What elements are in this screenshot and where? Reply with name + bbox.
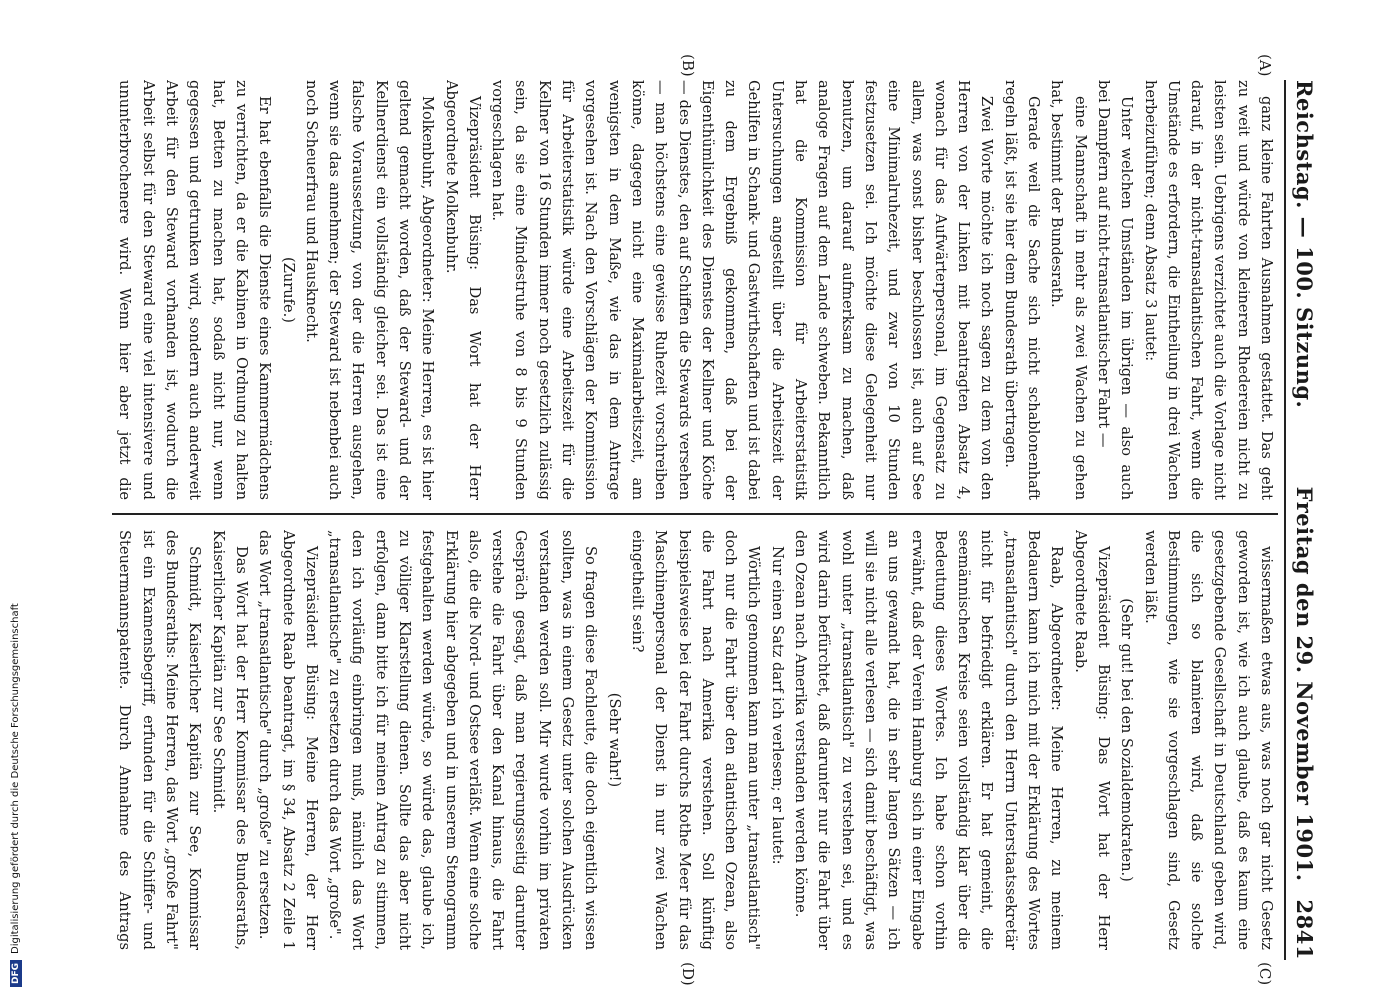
dfg-logo: DFG: [10, 960, 22, 987]
left-column: [112, 80, 1278, 500]
interjection: (Zurufe.): [279, 257, 297, 323]
margin-marker-a: (A): [1256, 54, 1274, 77]
paragraph: Schmidt, Kaiserlicher Kapitän zur See, Kommissar des Bundesraths: Meine Herren, das Wort „große Fahrt" ist ein Examensbegriff, erfunden für die Schiffer- und Steuermannspatente. Durch Annahme des Antrags: [116, 530, 204, 950]
page-header: [1288, 80, 1322, 960]
funding-footer: [6, 20, 21, 984]
paragraph: Das Wort hat der Herr Kommissar des Bundesraths, Kaiserlicher Kapitän zur See Schmidt.: [209, 530, 250, 950]
paragraph: Gerade weil die Sache sich nicht schablonenhaft regeln läßt, ist sie hier dem Bundesrath übertragen.: [1001, 80, 1043, 500]
scanned-page: [92, 40, 1322, 990]
header-title: Reichstag. — 100. Sitzung.: [1292, 80, 1318, 409]
funding-notice: [9, 27, 23, 987]
margin-marker-c: (C): [1256, 962, 1274, 986]
paragraph: wissermaßen etwas aus, was noch gar nicht Gesetz geworden ist, wie ich auch glaube, daß es kaum eine gesetzgebende Gesellschaft in Deutschland geben wird, die sich so blamieren wird, daß sie solche Bestimmungen, wie sie vorgeschlagen sind, Gesetz werden läßt.: [1141, 530, 1275, 950]
paragraph: Er hat ebenfalls die Dienste eines Kammermädchens zu verrichten, da er die Kabinen in Ordnung zu halten hat, Betten zu machen hat, sodaß nicht nur, wenn gegessen und getrunken wird, sondern auch anderweit Arbeit für den Steward vorhanden ist, wodurch die Arbeit selbst für den Steward eine viel intensivere und ununterbrochenere wird. Wenn hier aber jetzt die: [116, 80, 274, 500]
funding-text: Digitalisierung gefördert durch die Deutsche Forschungsgemeinschaft: [10, 603, 21, 954]
paragraph: eine Mannschaft in mehr als zwei Wachen zu gehen hat, bestimmt der Bundesrath.: [1048, 80, 1089, 500]
interjection: (Sehr wahr!): [605, 692, 623, 788]
paragraph: Zwei Worte möchte ich noch sagen zu dem von den Herren von der Linken mit beantragten Absatz 4, wonach für das Aufwärterpersonal, im Gegensatz zu allem, was sonst bisher beschlossen ist, auch auf See eine Minimalruhezeit, und zwar von 10 Stunden festzusetzen sei. Ich möchte diese Gelegenheit nur benutzen, um darauf aufmerksam zu machen, daß analoge Fragen auf dem Lande schweben. Bekanntlich hat die Kommission für Arbeiterstatistik Untersuchungen angestellt über die Arbeitszeit der Gehilfen in Schank- und Gastwirthschaften und ist dabei zu dem Ergebniß gekommen, daß bei der Eigenthümlichkeit des Dienstes der Kellner und Köche — des Dienstes, den auf Schiffen die Stewards versehen — man höchstens eine gewisse Ruhezeit vorschreiben könne, dagegen nicht eine Maximalarbeitszeit, am wenigsten in dem Maße, wie das in dem Antrage vorgesehen ist. Nach den Vorschlägen der Kommission für Arbeiterstatistik würde eine Arbeitszeit für die Kellner von 16 Stunden immer noch gesetzlich zulässig sein, da sie eine Mindestruhe von 8 bis 9 Stunden vorgeschlagen hat.: [489, 80, 996, 500]
rotated-content: [92, 40, 1322, 990]
interjection: (Sehr gut! bei den Sozialdemokraten.): [1118, 598, 1136, 882]
header-date: Freitag den 29. November 1901.: [1292, 486, 1318, 882]
paragraph: Raab, Abgeordneter: Meine Herren, zu meinem Bedauern kann ich mich mit der Erklärung des Wortes „transatlantisch" durch den Herrn Unterstaatssekretär nicht für befriedigt erklären. Er hat gemeint, die seemännischen Kreise seien vollständig klar über die Bedeutung dieses Wortes. Ich habe schon vorhin erwähnt, daß der Verein Hamburg sich in einer Eingabe an uns gewandt hat, die in sehr langen Sätzen — ich will sie nicht alle verlesen — sich damit beschäftigt, was wohl unter „transatlantisch" zu verstehen sei, und es wird darin befürchtet, daß darunter nur die Fahrt über den Ozean nach Amerika verstanden werden könne.: [792, 530, 1066, 950]
paragraph: Molkenbuhr, Abgeordneter: Meine Herren, es ist hier geltend gemacht worden, daß der Steward- und der Kellnerdienst ein vollständig gleicher sei. Das ist eine falsche Voraussetzung, von der die Herren ausgehen, wenn sie das annehmen; der Steward ist nebenbei auch noch Scheuerfrau und Hausknecht.: [302, 80, 437, 500]
quote: Wörtlich genommen kann man unter „transatlantisch" doch nur die Fahrt über den atlantischen Ozean, also die Fahrt nach Amerika verstehen. Soll künftig beispielsweise bei der Fahrt durchs Rothe Meer für das Maschinenpersonal der Dienst in nur zwei Wachen eingetheilt sein?: [628, 530, 763, 950]
paragraph: Unter welchen Umständen im übrigen — also auch bei Dampfern auf nicht-transatlantischer Fahrt —: [1094, 80, 1136, 500]
right-column: [112, 530, 1278, 950]
paragraph: ganz kleine Fahrten Ausnahmen gestattet. Das geht zu weit und würde von kleineren Rhedereien nicht zu leisten sein. Uebrigens verzichtet auch die Vorlage nicht darauf, in der nicht-transatlantischen Fahrt, wenn die Umstände es erfordern, die Eintheilung in drei Wachen herbeizuführen; denn Absatz 3 lautet:: [1141, 80, 1275, 500]
margin-marker-b: (B): [679, 54, 697, 77]
paragraph: Vizepräsident Büsing: Das Wort hat der Herr Abgeordnete Raab.: [1071, 530, 1112, 950]
column-divider: [112, 513, 1278, 515]
margin-marker-d: (D): [679, 962, 697, 986]
paragraph: Vizepräsident Büsing: Meine Herren, der Herr Abgeordnete Raab beantragt, im § 34, Absatz 2 Zeile 1 das Wort „transatlantische" durch „große" zu ersetzen.: [256, 530, 320, 950]
header-rule: [1284, 80, 1286, 960]
paragraph: So fragen diese Fachleute, die doch eigentlich wissen sollten, was in einem Gesetz unter solchen Ausdrücken verstanden werden soll. Mir wurde vorhin im privaten Gespräch gesagt, daß man regierungsseitig darunter verstehe die Fahrt über den Kanal hinaus, die Fahrt also, die die Nord- und Ostsee verläßt. Wenn eine solche Erklärung hier abgegeben und in unserem Stenogramm festgehalten werden würde, so würde das, glaube ich, zu völliger Klarstellung dienen. Sollte das aber nicht erfolgen, dann bitte ich für meinen Antrag zu stimmen, den ich vorläufig einbringen muß, nämlich das Wort „transatlantische" zu ersetzen durch das Wort „große".: [326, 530, 600, 950]
paragraph: Nur einen Satz darf ich verlesen; er lautet:: [768, 546, 786, 865]
paragraph: Vizepräsident Büsing: Das Wort hat der Herr Abgeordnete Molkenbuhr.: [442, 80, 483, 500]
page-number: 2841: [1292, 899, 1318, 960]
